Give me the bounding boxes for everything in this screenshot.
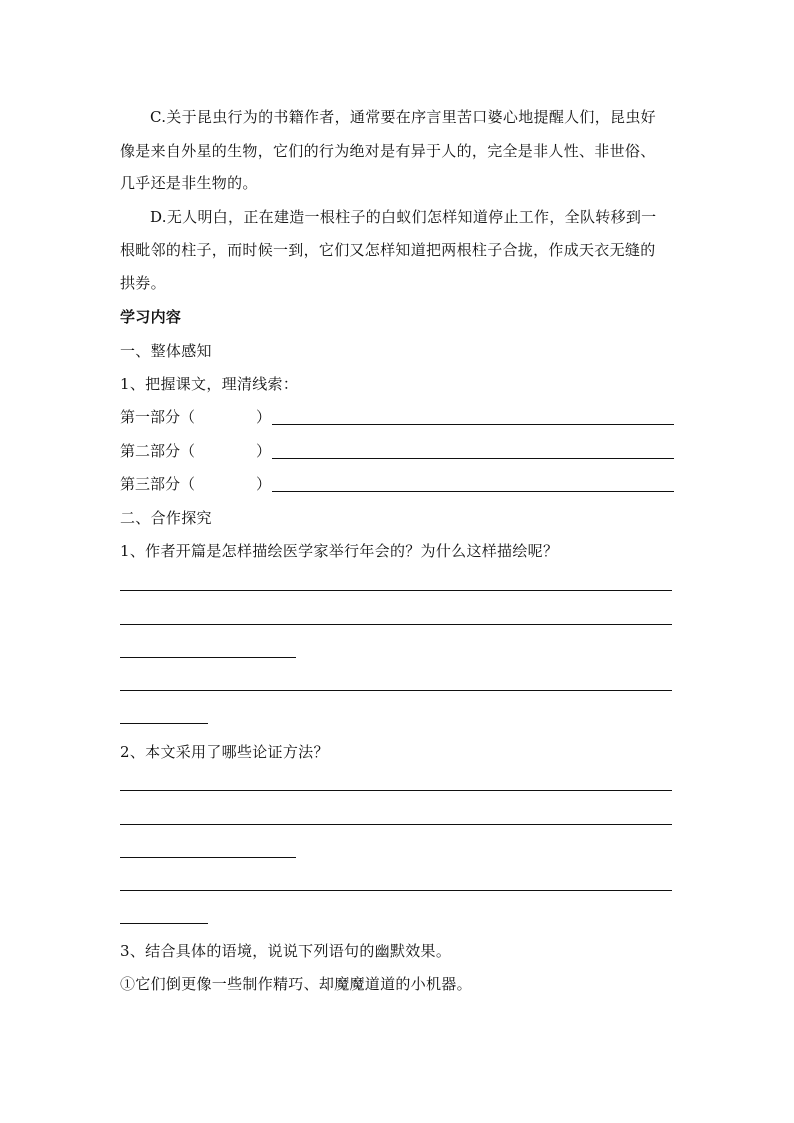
answer-line-q1-3[interactable] xyxy=(120,657,296,658)
paragraph-d-line-3: 拱券。 xyxy=(120,274,166,292)
part-row-3-close: ） xyxy=(256,475,272,493)
paragraph-d-line-2: 根毗邻的柱子，而时候一到，它们又怎样知道把两根柱子合拢，作成天衣无缝的 xyxy=(120,241,656,259)
part-row-1-answer-line[interactable] xyxy=(272,424,674,425)
part2-question-1: 1、作者开篇是怎样描绘医学家举行年会的？为什么这样描绘呢？ xyxy=(120,542,559,560)
part2-question-2: 2、本文采用了哪些论证方法？ xyxy=(120,743,329,761)
part2-heading: 二、合作探究 xyxy=(120,509,212,527)
part1-heading: 一、整体感知 xyxy=(120,342,212,360)
answer-line-q2-4[interactable] xyxy=(120,890,672,891)
answer-line-q2-1[interactable] xyxy=(120,790,672,791)
paragraph-c-line-3: 几乎还是非生物的。 xyxy=(120,174,258,192)
part1-question-1: 1、把握课文，理清线索： xyxy=(120,375,299,393)
paragraph-c-line-2: 像是来自外星的生物，它们的行为绝对是有异于人的，完全是非人性、非世俗、 xyxy=(120,142,656,160)
paragraph-d-line-1: D.无人明白，正在建造一根柱子的白蚁们怎样知道停止工作，全队转移到一 xyxy=(150,208,657,226)
part2-question-3: 3、结合具体的语境，说说下列语句的幽默效果。 xyxy=(120,942,452,960)
part-row-2 xyxy=(120,441,674,463)
answer-line-q1-2[interactable] xyxy=(120,624,672,625)
answer-line-q2-2[interactable] xyxy=(120,824,672,825)
section-title: 学习内容 xyxy=(120,308,182,326)
answer-line-q2-5[interactable] xyxy=(120,923,208,924)
part-row-3 xyxy=(120,474,674,496)
part-row-2-label: 第二部分（ xyxy=(120,442,196,460)
part-row-2-answer-line[interactable] xyxy=(272,458,674,459)
part-row-1-close: ） xyxy=(256,408,272,426)
part-row-2-close: ） xyxy=(256,442,272,460)
answer-line-q1-4[interactable] xyxy=(120,690,672,691)
answer-line-q2-3[interactable] xyxy=(120,857,296,858)
part-row-1 xyxy=(120,407,674,429)
answer-line-q1-1[interactable] xyxy=(120,590,672,591)
part-row-1-label: 第一部分（ xyxy=(120,408,196,426)
answer-line-q1-5[interactable] xyxy=(120,723,208,724)
part-row-3-answer-line[interactable] xyxy=(272,491,674,492)
part-row-3-label: 第三部分（ xyxy=(120,475,196,493)
paragraph-c-line-1: C.关于昆虫行为的书籍作者，通常要在序言里苦口婆心地提醒人们，昆虫好 xyxy=(150,108,656,126)
part2-question-3-item-1: ①它们倒更像一些制作精巧、却魔魔道道的小机器。 xyxy=(120,975,472,993)
